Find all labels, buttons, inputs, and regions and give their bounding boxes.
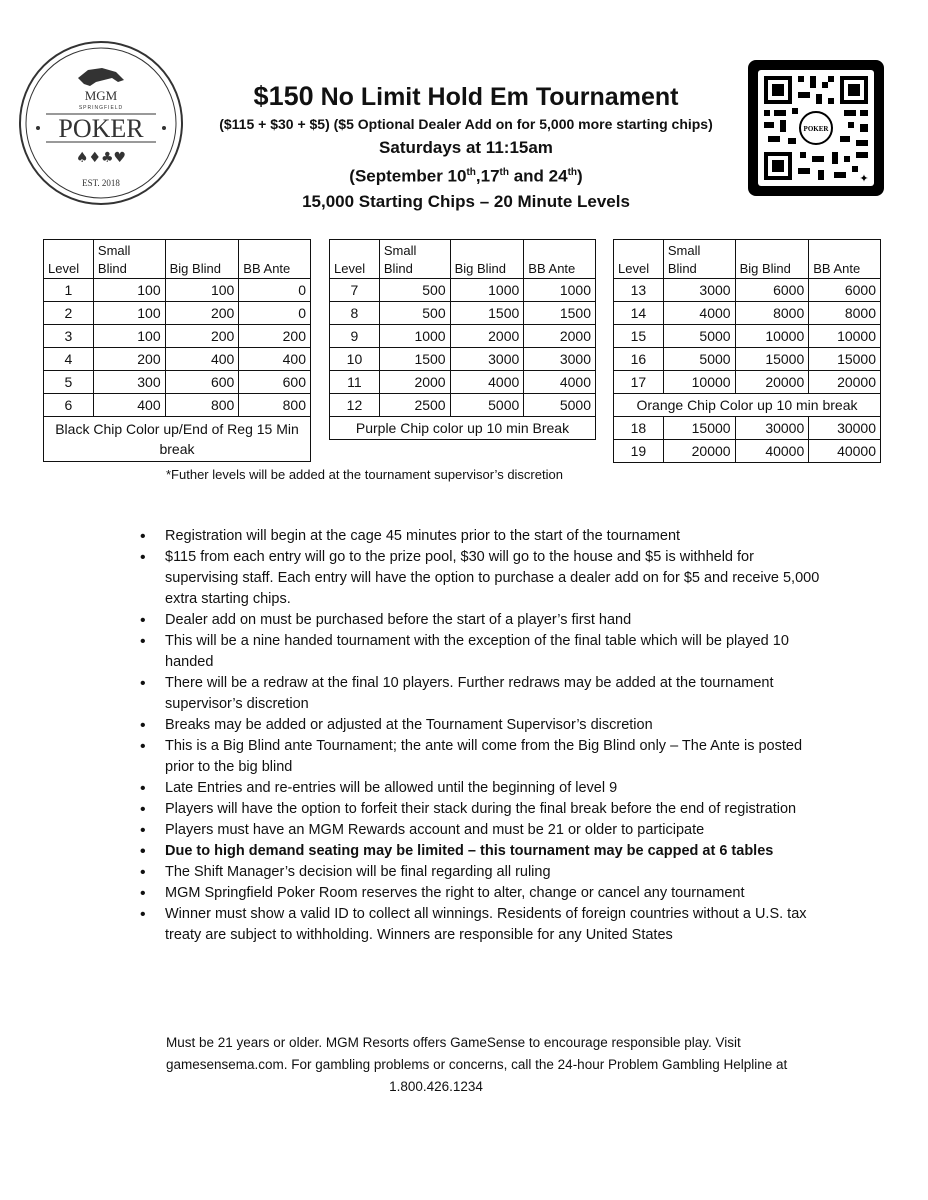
table-row bbox=[330, 371, 596, 394]
break-note: Purple Chip color up 10 min Break bbox=[330, 417, 596, 440]
table-row bbox=[44, 279, 311, 302]
logo-brand: MGM bbox=[84, 88, 118, 103]
table-row bbox=[614, 325, 881, 348]
small-blind-cell: 500 bbox=[379, 279, 450, 302]
big-blind-cell: 8000 bbox=[735, 302, 809, 325]
small-blind-cell: 20000 bbox=[663, 440, 735, 463]
big-blind-cell: 30000 bbox=[735, 417, 809, 440]
level-cell: 8 bbox=[330, 302, 380, 325]
page-title bbox=[196, 80, 736, 113]
small-blind-cell: 1000 bbox=[379, 325, 450, 348]
rule-item: • Winner must show a valid ID to collect all winnings. Residents of foreign countries without a U.S. tax treaty are subject to withholding. Winners are responsible for any United States bbox=[140, 904, 830, 946]
small-blind-cell: 400 bbox=[93, 394, 165, 417]
dates bbox=[196, 160, 736, 189]
level-cell: 3 bbox=[44, 325, 94, 348]
table-row bbox=[44, 302, 311, 325]
bb-ante-cell: 3000 bbox=[524, 348, 596, 371]
level-cell: 19 bbox=[614, 440, 664, 463]
big-blind-cell: 20000 bbox=[735, 371, 809, 394]
small-blind-cell: 4000 bbox=[663, 302, 735, 325]
tournament-name: No Limit Hold Em Tournament bbox=[320, 83, 679, 111]
table-row bbox=[330, 279, 596, 302]
table-row bbox=[44, 325, 311, 348]
dates-text: ,17 bbox=[475, 166, 500, 186]
dates-suffix: th bbox=[466, 167, 476, 178]
col-level: Level bbox=[330, 240, 380, 279]
logo-suits: ♠♦♣♥ bbox=[75, 150, 127, 166]
schedule: Saturdays at 11:15am bbox=[379, 138, 553, 157]
small-blind-cell: 5000 bbox=[663, 325, 735, 348]
level-cell: 9 bbox=[330, 325, 380, 348]
rule-item: • This is a Big Blind ante Tournament; the ante will come from the Big Blind only – The Ante is posted prior to the big blind bbox=[140, 736, 830, 778]
small-blind-cell: 15000 bbox=[663, 417, 735, 440]
big-blind-cell: 200 bbox=[165, 302, 239, 325]
big-blind-cell: 5000 bbox=[450, 394, 524, 417]
small-blind-cell: 3000 bbox=[663, 279, 735, 302]
bb-ante-cell: 20000 bbox=[809, 371, 881, 394]
big-blind-cell: 3000 bbox=[450, 348, 524, 371]
table-row bbox=[614, 302, 881, 325]
small-blind-cell: 1500 bbox=[379, 348, 450, 371]
bb-ante-cell: 0 bbox=[239, 279, 311, 302]
table-row bbox=[614, 348, 881, 371]
level-cell: 12 bbox=[330, 394, 380, 417]
bb-ante-cell: 15000 bbox=[809, 348, 881, 371]
dates-suffix: th bbox=[567, 167, 578, 178]
bb-ante-cell: 6000 bbox=[809, 279, 881, 302]
rule-item: • Dealer add on must be purchased before the start of a player’s first hand bbox=[140, 610, 830, 631]
tournament-header bbox=[196, 80, 736, 214]
blind-table-levels-1-6 bbox=[43, 239, 311, 462]
dates-text: ) bbox=[577, 166, 583, 186]
level-cell: 13 bbox=[614, 279, 664, 302]
small-blind-cell: 100 bbox=[93, 279, 165, 302]
table-header-row bbox=[614, 240, 881, 279]
level-cell: 14 bbox=[614, 302, 664, 325]
big-blind-cell: 4000 bbox=[450, 371, 524, 394]
qr-label: POKER bbox=[803, 125, 829, 133]
qr-code[interactable] bbox=[748, 60, 884, 196]
bb-ante-cell: 200 bbox=[239, 325, 311, 348]
bb-ante-cell: 800 bbox=[239, 394, 311, 417]
break-note: Black Chip Color up/End of Reg 15 Min break bbox=[44, 417, 311, 462]
small-blind-cell: 200 bbox=[93, 348, 165, 371]
break-row bbox=[44, 417, 311, 462]
bb-ante-cell: 2000 bbox=[524, 325, 596, 348]
big-blind-cell: 800 bbox=[165, 394, 239, 417]
rule-item: • This will be a nine handed tournament with the exception of the final table which will be played 10 handed bbox=[140, 631, 830, 673]
break-row bbox=[614, 394, 881, 417]
bb-ante-cell: 5000 bbox=[524, 394, 596, 417]
bb-ante-cell: 40000 bbox=[809, 440, 881, 463]
col-small-blind: Small Blind bbox=[663, 240, 735, 279]
table-row bbox=[44, 348, 311, 371]
col-small-blind: Small Blind bbox=[93, 240, 165, 279]
col-bb-ante: BB Ante bbox=[239, 240, 311, 279]
chip-structure: 15,000 Starting Chips – 20 Minute Levels bbox=[302, 191, 630, 211]
bb-ante-cell: 8000 bbox=[809, 302, 881, 325]
responsible-gaming-footer bbox=[166, 1032, 826, 1098]
bb-ante-cell: 600 bbox=[239, 371, 311, 394]
rule-item: • MGM Springfield Poker Room reserves the right to alter, change or cancel any tournament bbox=[140, 883, 830, 904]
dates-text: (September 10 bbox=[349, 166, 467, 186]
logo-location: SPRINGFIELD bbox=[78, 105, 124, 111]
big-blind-cell: 600 bbox=[165, 371, 239, 394]
rule-item: • $115 from each entry will go to the prize pool, $30 will go to the house and $5 is withheld for supervising staff. Each entry will have the option to purchase a dealer add on for $5 and receive 5,000 extra starting chips. bbox=[140, 547, 830, 610]
table-header-row bbox=[44, 240, 311, 279]
big-blind-cell: 10000 bbox=[735, 325, 809, 348]
buy-in-price: $150 bbox=[253, 81, 314, 111]
bb-ante-cell: 10000 bbox=[809, 325, 881, 348]
level-cell: 17 bbox=[614, 371, 664, 394]
col-level: Level bbox=[614, 240, 664, 279]
table-row bbox=[330, 348, 596, 371]
col-small-blind: Small Blind bbox=[379, 240, 450, 279]
level-cell: 7 bbox=[330, 279, 380, 302]
logo-established: EST. 2018 bbox=[82, 178, 120, 188]
logo-seal-icon bbox=[18, 40, 184, 206]
bb-ante-cell: 400 bbox=[239, 348, 311, 371]
table-row bbox=[330, 325, 596, 348]
table-row bbox=[44, 394, 311, 417]
level-cell: 6 bbox=[44, 394, 94, 417]
big-blind-cell: 15000 bbox=[735, 348, 809, 371]
mgm-poker-logo bbox=[18, 40, 184, 206]
level-cell: 4 bbox=[44, 348, 94, 371]
small-blind-cell: 300 bbox=[93, 371, 165, 394]
level-cell: 11 bbox=[330, 371, 380, 394]
table-row bbox=[614, 371, 881, 394]
dates-text: and 24 bbox=[509, 166, 568, 186]
bb-ante-cell: 0 bbox=[239, 302, 311, 325]
levels-footnote: *Futher levels will be added at the tournament supervisor’s discretion bbox=[166, 467, 563, 482]
small-blind-cell: 2000 bbox=[379, 371, 450, 394]
table-row bbox=[44, 371, 311, 394]
small-blind-cell: 100 bbox=[93, 302, 165, 325]
break-note: Orange Chip Color up 10 min break bbox=[614, 394, 881, 417]
twitter-bird-icon: ✦ bbox=[859, 172, 869, 185]
blind-table-levels-7-12 bbox=[329, 239, 596, 440]
big-blind-cell: 100 bbox=[165, 279, 239, 302]
rules-list bbox=[140, 526, 830, 946]
col-big-blind: Big Blind bbox=[165, 240, 239, 279]
bb-ante-cell: 1500 bbox=[524, 302, 596, 325]
bb-ante-cell: 4000 bbox=[524, 371, 596, 394]
break-row bbox=[330, 417, 596, 440]
rule-item: • Due to high demand seating may be limited – this tournament may be capped at 6 tables bbox=[140, 841, 830, 862]
rule-item: • Registration will begin at the cage 45 minutes prior to the start of the tournament bbox=[140, 526, 830, 547]
table-row bbox=[330, 302, 596, 325]
rule-item: • Late Entries and re-entries will be allowed until the beginning of level 9 bbox=[140, 778, 830, 799]
big-blind-cell: 400 bbox=[165, 348, 239, 371]
logo-name: POKER bbox=[58, 114, 144, 143]
qr-code-icon bbox=[748, 60, 884, 196]
small-blind-cell: 5000 bbox=[663, 348, 735, 371]
blind-table-levels-13-19 bbox=[613, 239, 881, 463]
col-bb-ante: BB Ante bbox=[809, 240, 881, 279]
col-big-blind: Big Blind bbox=[450, 240, 524, 279]
helpline-number: 1.800.426.1234 bbox=[389, 1079, 483, 1094]
small-blind-cell: 10000 bbox=[663, 371, 735, 394]
table-row bbox=[614, 440, 881, 463]
col-level: Level bbox=[44, 240, 94, 279]
level-cell: 18 bbox=[614, 417, 664, 440]
rule-item: • Breaks may be added or adjusted at the Tournament Supervisor’s discretion bbox=[140, 715, 830, 736]
rule-item: • The Shift Manager’s decision will be final regarding all ruling bbox=[140, 862, 830, 883]
rule-item: • There will be a redraw at the final 10 players. Further redraws may be added at the tournament supervisor’s discretion bbox=[140, 673, 830, 715]
level-cell: 15 bbox=[614, 325, 664, 348]
rule-item: • Players must have an MGM Rewards account and must be 21 or older to participate bbox=[140, 820, 830, 841]
table-row bbox=[614, 279, 881, 302]
level-cell: 1 bbox=[44, 279, 94, 302]
col-big-blind: Big Blind bbox=[735, 240, 809, 279]
level-cell: 5 bbox=[44, 371, 94, 394]
big-blind-cell: 6000 bbox=[735, 279, 809, 302]
footer-text: Must be 21 years or older. MGM Resorts offers GameSense to encourage responsible play. Visit gamesensema.com. For gambling problems or concerns, call the 24-hour Problem Gambling Helpline at bbox=[166, 1035, 788, 1072]
dates-suffix: th bbox=[499, 167, 509, 178]
small-blind-cell: 2500 bbox=[379, 394, 450, 417]
table-row bbox=[614, 417, 881, 440]
big-blind-cell: 40000 bbox=[735, 440, 809, 463]
rule-item: • Players will have the option to forfeit their stack during the final break before the end of registration bbox=[140, 799, 830, 820]
lion-icon bbox=[78, 68, 124, 86]
big-blind-cell: 1000 bbox=[450, 279, 524, 302]
small-blind-cell: 500 bbox=[379, 302, 450, 325]
table-header-row bbox=[330, 240, 596, 279]
level-cell: 10 bbox=[330, 348, 380, 371]
big-blind-cell: 1500 bbox=[450, 302, 524, 325]
bb-ante-cell: 30000 bbox=[809, 417, 881, 440]
fee-breakdown: ($115 + $30 + $5) ($5 Optional Dealer Add on for 5,000 more starting chips) bbox=[219, 116, 713, 132]
bb-ante-cell: 1000 bbox=[524, 279, 596, 302]
big-blind-cell: 2000 bbox=[450, 325, 524, 348]
big-blind-cell: 200 bbox=[165, 325, 239, 348]
small-blind-cell: 100 bbox=[93, 325, 165, 348]
col-bb-ante: BB Ante bbox=[524, 240, 596, 279]
level-cell: 16 bbox=[614, 348, 664, 371]
table-row bbox=[330, 394, 596, 417]
level-cell: 2 bbox=[44, 302, 94, 325]
